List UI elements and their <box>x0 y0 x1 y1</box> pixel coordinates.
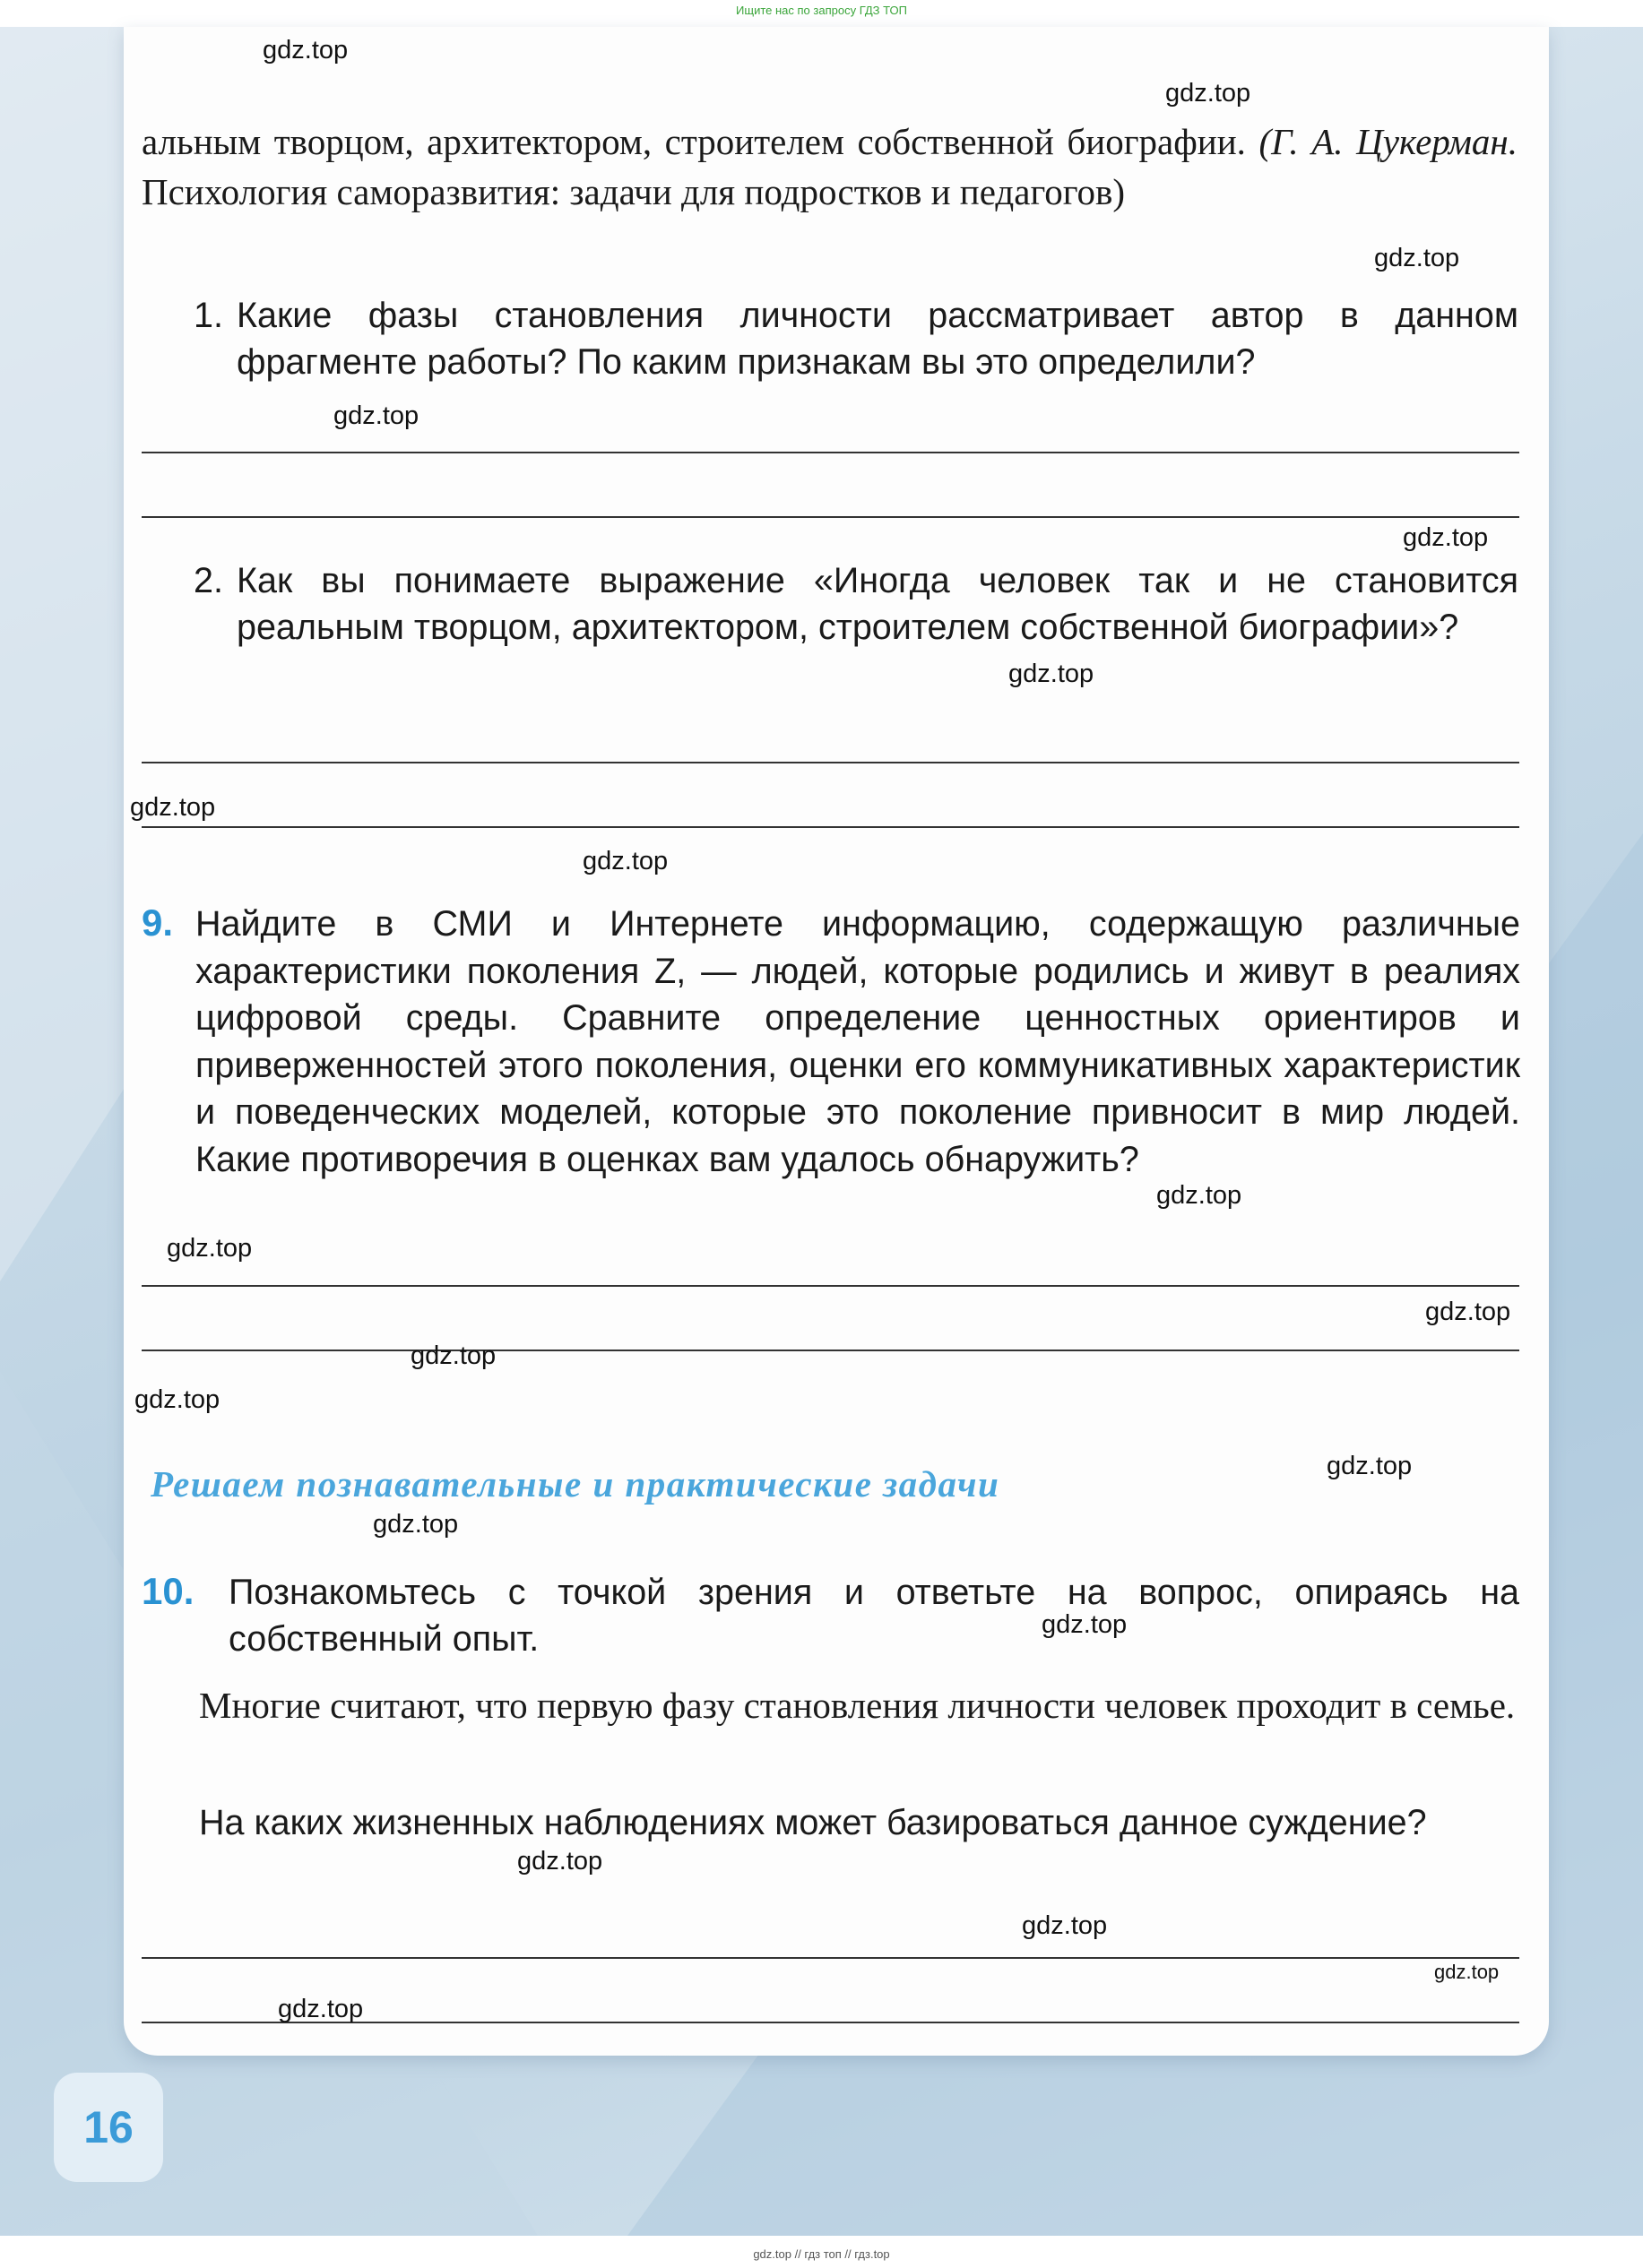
watermark: gdz.top <box>130 793 216 822</box>
answer-line <box>142 1350 1519 1351</box>
answer-line <box>142 762 1519 763</box>
watermark: gdz.top <box>1156 1181 1242 1210</box>
watermark: gdz.top <box>1327 1452 1413 1480</box>
watermark: gdz.top <box>1374 244 1460 272</box>
question-1-text: Какие фазы становления личности рассматривает автор в данном фрагменте работы? По каким признакам вы это определили? <box>237 296 1518 382</box>
watermark: gdz.top <box>1434 1961 1500 1983</box>
question-1-number: 1. <box>194 296 223 335</box>
answer-line <box>142 452 1519 453</box>
watermark: gdz.top <box>517 1847 603 1876</box>
task-10-number: 10. <box>142 1570 195 1612</box>
answer-line <box>142 826 1519 828</box>
watermark: gdz.top <box>167 1234 253 1263</box>
task-9-text: Найдите в СМИ и Интернете информацию, содержащую различные характеристики поколения Z, — людей, которые родились и живут в реалиях цифровой среды. Сравните определение ценностных ориентиров и приверженностей этого поколения, оценки его коммуникативных характеристик и поведенческих моделей, которые это поколение привносит в мир людей. Какие противоречия в оценках вам удалось обнаружить? <box>195 904 1520 1179</box>
watermark: gdz.top <box>1425 1298 1511 1326</box>
page-number: 16 <box>54 2073 163 2182</box>
watermark: gdz.top <box>1403 523 1489 552</box>
top-banner: Ищите нас по запросу ГДЗ ТОП <box>736 4 907 17</box>
question-2-number: 2. <box>194 561 223 600</box>
section-title: Решаем познавательные и практические задачи <box>151 1463 1000 1505</box>
watermark: gdz.top <box>1165 79 1251 108</box>
watermark: gdz.top <box>263 36 349 65</box>
watermark: gdz.top <box>373 1510 459 1539</box>
task-10-viewpoint: Многие считают, что первую фазу становления личности человек проходит в семье. <box>199 1685 1516 1726</box>
watermark: gdz.top <box>583 847 669 875</box>
quote-author: (Г. А. Цукерман. <box>1258 121 1518 162</box>
quote-source: Психология саморазвития: задачи для подростков и педагогов) <box>142 171 1126 212</box>
question-2-text: Как вы понимаете выражение «Иногда человек так и не становится реальным творцом, архитектором, строителем собственной биографии»? <box>237 561 1518 647</box>
watermark: gdz.top <box>1022 1911 1108 1940</box>
watermark: gdz.top <box>1008 660 1094 688</box>
watermark: gdz.top <box>134 1385 221 1414</box>
answer-line <box>142 1957 1519 1959</box>
watermark: gdz.top <box>333 401 419 430</box>
bottom-banner: gdz.top // гдз топ // гдз.top <box>753 2247 890 2261</box>
answer-line <box>142 1285 1519 1287</box>
answer-line <box>142 516 1519 518</box>
quote-text: альным творцом, архитектором, строителем собственной биографии. <box>142 121 1246 162</box>
quote-block <box>142 116 1518 217</box>
watermark: gdz.top <box>1042 1610 1128 1639</box>
watermark: gdz.top <box>278 1995 364 2023</box>
task-10-text: Познакомьтесь с точкой зрения и ответьте на вопрос, опираясь на собственный опыт. <box>229 1573 1519 1659</box>
task-10-question: На каких жизненных наблюдениях может базироваться данное суждение? <box>199 1803 1427 1842</box>
task-9-number: 9. <box>142 901 174 944</box>
watermark: gdz.top <box>411 1341 497 1370</box>
